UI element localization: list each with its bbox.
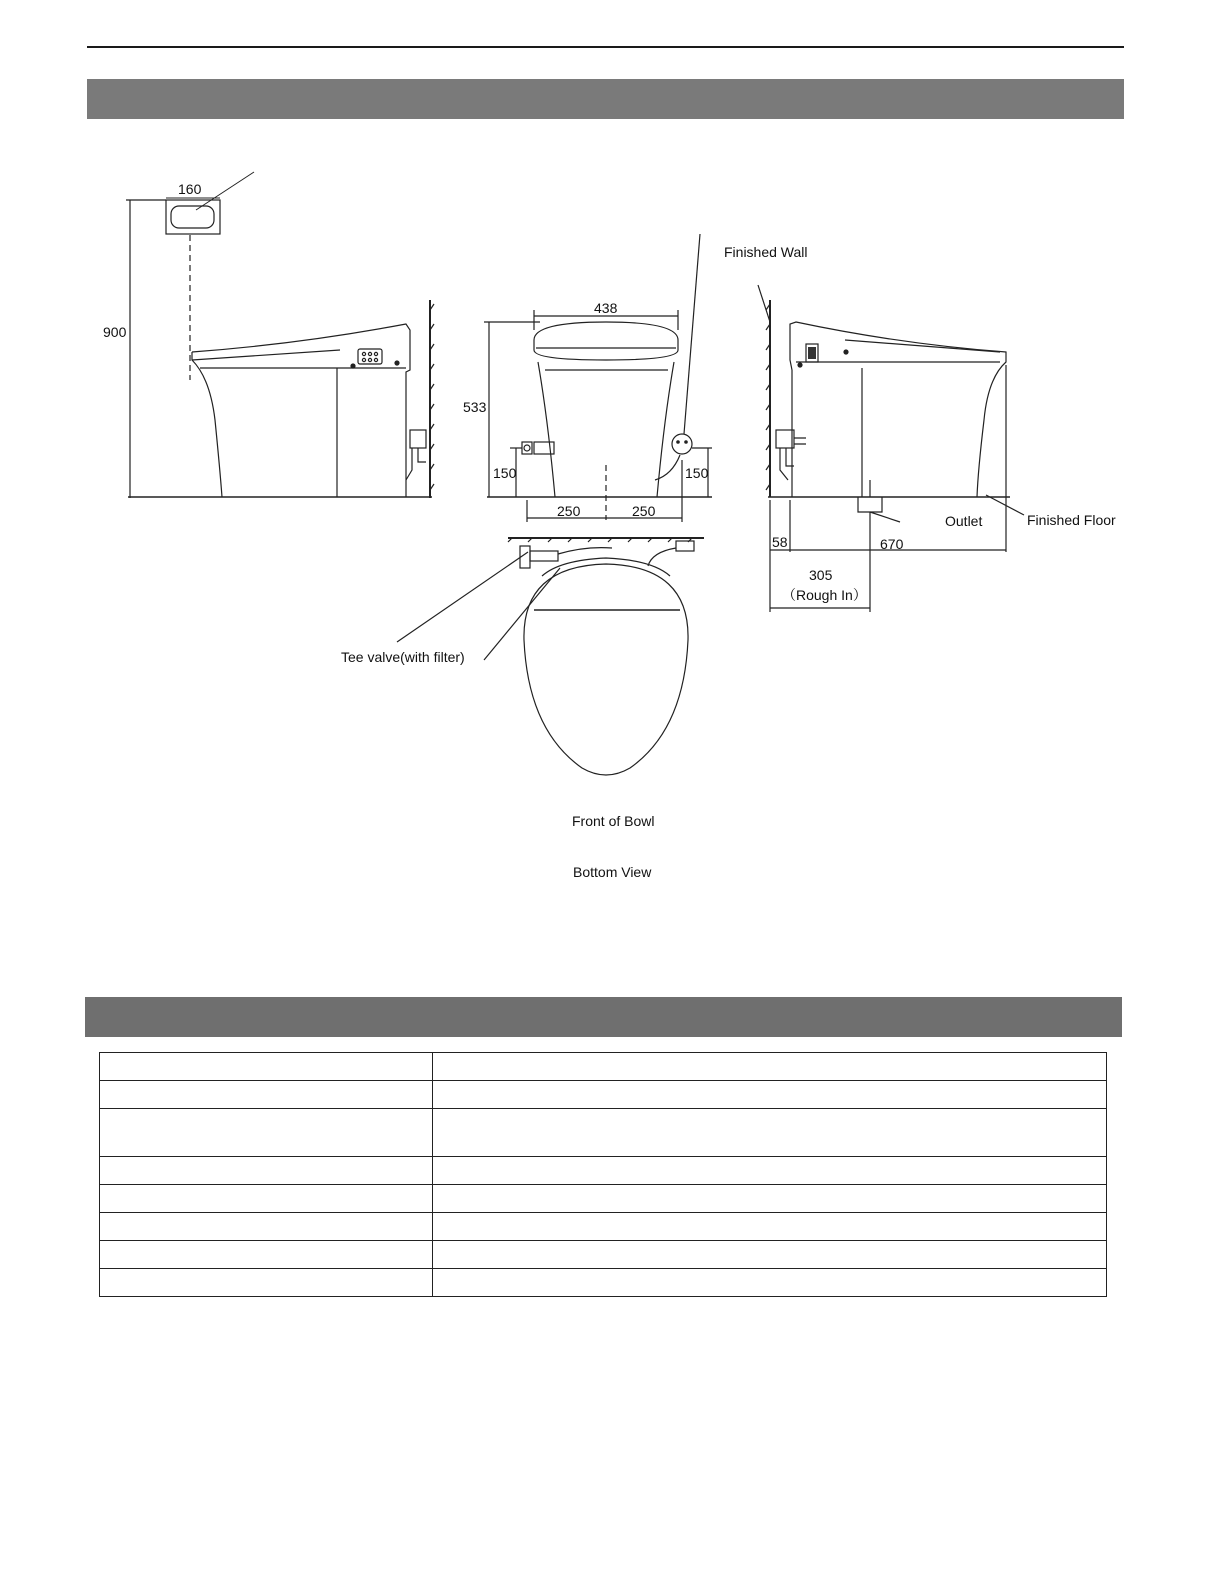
right-valve xyxy=(776,430,794,448)
spec-label-cell xyxy=(100,1213,433,1241)
tee-valve-fitting xyxy=(530,551,558,561)
table-row xyxy=(100,1269,1107,1297)
dim-rough-in-value: 305 xyxy=(809,567,833,583)
spec-label-cell xyxy=(100,1269,433,1297)
label-front-of-bowl: Front of Bowl xyxy=(572,813,655,829)
dim-left-offset: 250 xyxy=(557,503,581,519)
spec-label-cell xyxy=(100,1053,433,1081)
spec-value-cell xyxy=(433,1269,1107,1297)
dim-depth: 670 xyxy=(880,536,904,552)
table-row xyxy=(100,1081,1107,1109)
outlet-leader xyxy=(870,512,900,522)
table-row xyxy=(100,1157,1107,1185)
dim-right-supply-height: 150 xyxy=(685,465,709,481)
table-row xyxy=(100,1053,1107,1081)
front-body-left xyxy=(538,362,555,497)
dim-rough-in-label: （Rough In） xyxy=(782,587,867,603)
spec-label-cell xyxy=(100,1185,433,1213)
toilet-front-curve xyxy=(192,352,222,497)
wall-leader-line xyxy=(684,234,700,434)
dim-side-height: 900 xyxy=(103,324,127,340)
bottom-outlet-plug xyxy=(676,541,694,551)
dim-side-panel-width: 160 xyxy=(178,181,202,197)
dim-front-height: 533 xyxy=(463,399,487,415)
tee-valve-leader-1 xyxy=(397,552,528,642)
right-view xyxy=(758,285,1024,612)
spec-table xyxy=(99,1052,1107,1297)
dim-front-width: 438 xyxy=(594,300,618,316)
caption-bottom-view: Bottom View xyxy=(573,864,652,880)
supply-hose xyxy=(558,548,612,554)
table-row xyxy=(100,1213,1107,1241)
spec-value-cell xyxy=(433,1185,1107,1213)
dim-right-offset: 250 xyxy=(632,503,656,519)
electrical-outlet xyxy=(672,434,692,454)
label-tee-valve: Tee valve(with filter) xyxy=(341,649,465,665)
table-row xyxy=(100,1241,1107,1269)
label-finished-floor: Finished Floor xyxy=(1027,512,1116,528)
front-view xyxy=(484,234,712,522)
tee-valve-leader-2 xyxy=(484,568,560,660)
table-row xyxy=(100,1109,1107,1157)
spec-value-cell xyxy=(433,1109,1107,1157)
side-view xyxy=(126,172,434,498)
spec-value-cell xyxy=(433,1053,1107,1081)
spec-label-cell xyxy=(100,1157,433,1185)
spec-label-cell xyxy=(100,1241,433,1269)
side-valve xyxy=(410,430,426,448)
table-row xyxy=(100,1185,1107,1213)
spec-label-cell xyxy=(100,1081,433,1109)
label-finished-wall: Finished Wall xyxy=(724,244,808,260)
remote-panel-screen xyxy=(171,206,214,228)
spec-value-cell xyxy=(433,1081,1107,1109)
toilet-lid-outline xyxy=(192,324,410,497)
right-wall-leader xyxy=(758,285,770,322)
right-toilet-outline xyxy=(790,322,1006,497)
dim-left-supply-height: 150 xyxy=(493,465,517,481)
remote-leader-line xyxy=(196,172,254,210)
section-header-band-specs xyxy=(85,997,1122,1037)
floor-leader xyxy=(986,495,1024,515)
front-body-right xyxy=(657,362,674,497)
bowl-outline xyxy=(524,564,688,775)
front-lid xyxy=(534,322,678,360)
spec-label-cell xyxy=(100,1109,433,1157)
spec-value-cell xyxy=(433,1213,1107,1241)
label-outlet: Outlet xyxy=(945,513,983,529)
dim-wall-gap: 58 xyxy=(772,534,788,550)
remote-panel xyxy=(166,200,220,234)
spec-value-cell xyxy=(433,1157,1107,1185)
spec-value-cell xyxy=(433,1241,1107,1269)
